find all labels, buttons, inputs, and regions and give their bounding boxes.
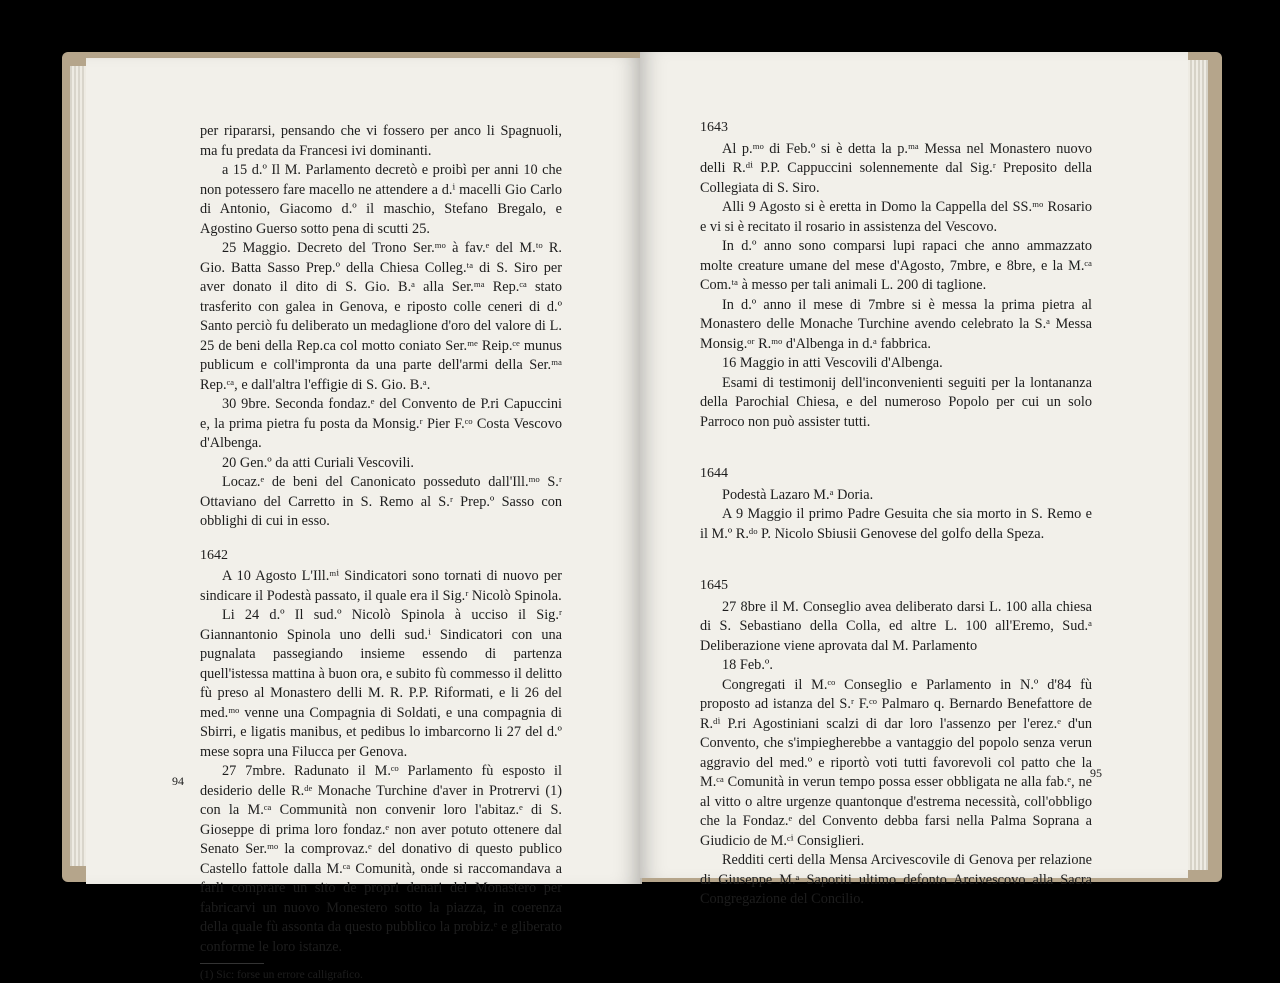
paragraph: 25 Maggio. Decreto del Trono Ser.ᵐᵒ à fav.ᵉ del M.ᵗᵒ R. Gio. Batta Sasso Prep.º della Chiesa Colleg.ᵗᵃ di S. Siro per aver donato il dito di S. Gio. B.ᵃ alla Ser.ᵐᵃ Rep.ᶜᵃ stato trasferito con galea in Genova, e riposto colle ceneri di d.º Santo perciò fu deliberato un medaglione d'oro del valore di L. 25 de beni della Rep.ca col motto coniato Ser.ᵐᵉ Reip.ᶜᵉ munus publicum e coll'impronta da una parte dell'armi della Ser.ᵐᵃ Rep.ᶜᵃ, e dall'altra l'effigie di S. Gio. B.ᵃ. — [200, 240, 562, 393]
paragraph: Locaz.ᵉ de beni del Canonicato posseduto dall'Ill.ᵐᵒ S.ʳ Ottaviano del Carretto in S. Remo al S.ʳ Prep.º Sasso con obblighi di cui in esso. — [200, 474, 562, 529]
footnote: (1) Sic: forse un errore calligrafico. — [200, 969, 363, 981]
paragraph: Congregati il M.ᶜᵒ Conseglio e Parlamento in N.º d'84 fù proposto ad istanza del S.ʳ F.ᶜᵒ Palmaro q. Bernardo Benefattore de R.ᵈⁱ P.ri Agostiniani scalzi di dar loro l'assenzo per l'erez.ᵉ d'un Convento, che s'impiegherebbe a vantaggio del popolo senza verun aggravio del med.º e riportò voti tutti favorevoli col patto che la M.ᶜᵃ Comunità in verun tempo possa esser obbligata ne alla fab.ᵉ, ne al vitto o altre urgenze quantonque d'estrema necessità, coll'obbligo che la Fondaz.ᵉ del Convento debba farsi nella Palma Soprana a Giudicio de M.ᶜⁱ Consiglieri. — [700, 676, 1092, 849]
paragraph: Esami di testimonij dell'inconvenienti seguiti per la lontananza della Parochial Chiesa, e del numeroso Popolo per cui un solo Parroco non può assister tutti. — [700, 374, 1092, 430]
year-heading-1643: 1643 — [700, 120, 728, 135]
paragraph: 30 9bre. Seconda fondaz.ᵉ del Convento de P.ri Capuccini e, la prima pietra fu posta da Monsig.ʳ Pier F.ᶜᵒ Costa Vescovo d'Albenga. — [200, 396, 562, 451]
paragraph: a 15 d.º Il M. Parlamento decretò e proibì per anni 10 che non potessero fare macello ne attendere a d.ⁱ macelli Gio Carlo di Antonio, Giacomo d.º il maschio, Stefano Bregalo, e Agostino Guerso sotto pena di scutti 25. — [200, 162, 562, 237]
left-page-text — [200, 122, 562, 983]
paragraph: Li 24 d.º Il sud.º Nicolò Spinola à ucciso il Sig.ʳ Giannantonio Spinola uno delli sud.ⁱ Sindicatori con una pugnalata passegiando insieme essendo di partenza quell'istessa mattina à buon ora, e subito fù commesso il delitto fù preso al Monastero delli M. R. P.P. Riformati, e li 26 del med.ᵐᵒ venne una Compagnia di Soldati, e una compagnia di Sbirri, e ligatis manibus, et pedibus lo imbarcorno li 27 del d.º mese sopra una Filucca per Genova. — [200, 607, 562, 760]
left-page — [86, 58, 642, 981]
paragraph: A 9 Maggio il primo Padre Gesuita che sia morto in S. Remo e il M.º R.ᵈᵒ P. Nicolo Sbiusii Genovese del golfo della Speza. — [700, 506, 1092, 542]
section-gap — [700, 432, 1092, 450]
paragraph: 16 Maggio in atti Vescovili d'Albenga. — [722, 355, 943, 371]
section-gap — [700, 544, 1092, 562]
paragraph: per ripararsi, pensando che vi fossero per anco li Spagnuoli, ma fu predata da Francesi ivi dominanti. — [200, 123, 562, 159]
page-number-left: 94 — [172, 774, 184, 788]
paragraph: Redditi certi della Mensa Arcivescovile di Genova per relazione di Giuseppe M.ᵃ Saporiti ultimo defonto Arcivescovo alla Sacra Congregazione del Concilio. — [700, 852, 1092, 907]
paragraph: 27 7mbre. Radunato il M.ᶜᵒ Parlamento fù esposto il desiderio delle R.ᵈᵉ Monache Turchine d'aver in Protrervi (1) con la M.ᶜᵃ Communità non convenir loro l'abitaz.ᵉ di S. Gioseppe di prima loro fondaz.ᵉ non aver potuto ottenere dal Senato Ser.ᵐᵒ la comprovaz.ᵉ del donativo di questo publico Castello fattole dalla M.ᶜᵃ Comunità, onde si raccomandava a farli comprare un sito de propri denari del Monastero per fabricarvi un nuovo Monestero sotto la piazza, in coerenza della quale fù assonta da questo pubblico la probiz.ᵉ e gliberato conforme le loro istanze. — [200, 763, 562, 955]
year-heading-1644: 1644 — [700, 466, 728, 481]
paragraph: In d.º anno il mese di 7mbre si è messa la prima pietra al Monastero delle Monache Turchine avendo celebrato la S.ᵃ Messa Monsig.ᵒʳ R.ᵐᵒ d'Albenga in d.ᵃ fabbrica. — [700, 296, 1092, 352]
right-page-text — [700, 118, 1092, 910]
page-number-right: 95 — [1090, 766, 1102, 780]
paragraph: Alli 9 Agosto si è eretta in Domo la Cappella del SS.ᵐᵒ Rosario e vi si è recitato il rosario in assistenza del Vescovo. — [700, 199, 1092, 235]
year-heading-1642: 1642 — [200, 547, 228, 563]
page-edges-left — [70, 66, 86, 866]
paragraph: A 10 Agosto L'Ill.ᵐⁱ Sindicatori sono tornati di nuovo per sindicare il Podestà passato, il quale era il Sig.ʳ Nicolò Spinola. — [200, 568, 562, 604]
paragraph: 27 8bre il M. Conseglio avea deliberato darsi L. 100 alla chiesa di S. Sebastiano della Colla, ed altre L. 100 all'Eremo, Sud.ᵃ Deliberazione viene aprovata dal M. Parlamento — [700, 598, 1092, 654]
paragraph: Al p.ᵐᵒ di Feb.º si è detta la p.ᵐᵃ Messa nel Monastero nuovo delli R.ᵈⁱ P.P. Cappuccini solennemente dal Sig.ʳ Preposito della Collegiata di S. Siro. — [700, 140, 1092, 196]
page-edges-right — [1188, 60, 1208, 870]
paragraph: Podestà Lazaro M.ᵃ Doria. — [722, 486, 874, 503]
paragraph: 20 Gen.º da atti Curiali Vescovili. — [222, 454, 414, 471]
footnote-rule — [200, 963, 264, 964]
paragraph: 18 Feb.º. — [722, 657, 773, 673]
right-page — [640, 52, 1188, 907]
year-heading-1645: 1645 — [700, 578, 728, 593]
paragraph: In d.º anno sono comparsi lupi rapaci che anno ammazzato molte creature umane del mese d'Agosto, 7mbre, e 8bre, e la M.ᶜᵃ Com.ᵗᵃ à messo per tali animali L. 200 di taglione. — [700, 238, 1092, 293]
